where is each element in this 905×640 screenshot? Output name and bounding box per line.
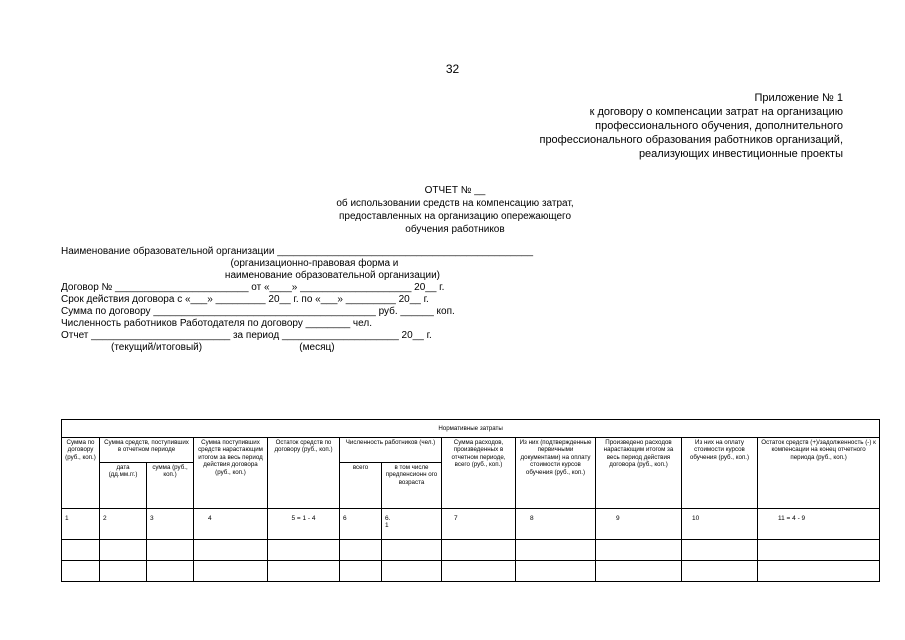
table-row — [62, 540, 880, 561]
column-number: 2 — [100, 509, 147, 540]
org-name-field[interactable]: Наименование образовательной организации ______________________________________________ — [61, 246, 534, 257]
table-cell[interactable] — [194, 540, 268, 561]
annex-line: профессионального образования работников организаций, — [539, 134, 843, 146]
column-number: 3 — [147, 509, 194, 540]
report-title: ОТЧЕТ № __ — [424, 185, 486, 196]
column-number: 5 = 1 - 4 — [268, 509, 340, 540]
column-number: 11 = 4 - 9 — [758, 509, 880, 540]
table-cell[interactable] — [758, 561, 880, 582]
table-cell[interactable] — [442, 540, 516, 561]
annex-line: профессионального обучения, дополнительного — [595, 120, 843, 132]
table-cell[interactable] — [268, 540, 340, 561]
header-headcount-pre: в том числе предпенсионн ого возраста — [382, 463, 442, 509]
column-number: 1 — [62, 509, 100, 540]
table-main-header: Нормативные затраты — [62, 420, 880, 438]
page-number: 32 — [445, 62, 460, 76]
header-balance: Остаток средств по договору (руб., коп.) — [268, 438, 340, 509]
column-number: 10 — [682, 509, 758, 540]
report-period-hint: (текущий/итоговый) (месяц) — [61, 342, 335, 353]
report-title-block — [240, 184, 670, 236]
table-cell[interactable] — [596, 561, 682, 582]
table-cell[interactable] — [516, 561, 596, 582]
contract-field[interactable]: Договор № ________________________ от «____» ____________________ 20__ г. — [61, 282, 445, 293]
header-confirmed: Из них (подтвержденные первичными документами) на оплату стоимости курсов обучения (руб., коп.) — [516, 438, 596, 509]
table-cell[interactable] — [100, 540, 147, 561]
column-number: 6. 1 — [382, 509, 442, 540]
report-fields — [61, 246, 761, 354]
table-cell[interactable] — [382, 561, 442, 582]
costs-table — [61, 419, 880, 582]
report-subtitle-line: об использовании средств на компенсацию затрат, — [336, 198, 574, 209]
header-received-total: Сумма поступивших средств нарастающим итогом за весь период действия договора (руб., коп.) — [194, 438, 268, 509]
header-contract-sum: Сумма по договору (руб., коп.) — [62, 438, 100, 509]
table-cell[interactable] — [62, 540, 100, 561]
header-expenses: Сумма расходов, произведенных в отчетном периоде, всего (руб., коп.) — [442, 438, 516, 509]
header-course-payment: Из них на оплату стоимости курсов обучения (руб., коп.) — [682, 438, 758, 509]
header-headcount-all: всего — [340, 463, 382, 509]
table-cell[interactable] — [147, 561, 194, 582]
table-cell[interactable] — [147, 540, 194, 561]
header-received-date: дата (дд.мм.гг.) — [100, 463, 147, 509]
column-number: 9 — [596, 509, 682, 540]
report-subtitle-line: предоставленных на организацию опережающего — [338, 211, 572, 222]
table-cell[interactable] — [516, 540, 596, 561]
annex-line: к договору о компенсации затрат на организацию — [589, 106, 843, 118]
table-row — [62, 561, 880, 582]
report-period-field[interactable]: Отчет _________________________ за период _____________________ 20__ г. — [61, 330, 432, 341]
header-headcount: Численность работников (чел.) — [340, 438, 442, 463]
header-remainder: Остаток средств (+)/задолженность (-) к компенсации на конец отчетного периода (руб., коп.) — [758, 438, 880, 509]
annex-line: реализующих инвестиционные проекты — [638, 148, 843, 160]
annex-header — [423, 91, 843, 161]
header-expenses-total: Произведено расходов нарастающим итогом за весь период действия договора (руб., коп.) — [596, 438, 682, 509]
table-cell[interactable] — [596, 540, 682, 561]
column-number-row — [62, 509, 880, 540]
table-cell[interactable] — [340, 561, 382, 582]
contract-term-field[interactable]: Срок действия договора с «___» _________ 20__ г. по «___» _________ 20__ г. — [61, 294, 429, 305]
column-number: 7 — [442, 509, 516, 540]
table-cell[interactable] — [682, 561, 758, 582]
employee-count-field[interactable]: Численность работников Работодателя по договору ________ чел. — [61, 318, 372, 329]
table-cell[interactable] — [758, 540, 880, 561]
contract-sum-field[interactable]: Сумма по договору ________________________________________ руб. ______ коп. — [61, 306, 455, 317]
table-cell[interactable] — [682, 540, 758, 561]
table-cell[interactable] — [442, 561, 516, 582]
column-number: 6 — [340, 509, 382, 540]
table-cell[interactable] — [194, 561, 268, 582]
org-name-hint: (организационно-правовая форма и — [61, 258, 399, 269]
report-subtitle-line: обучения работников — [405, 224, 505, 235]
column-number: 4 — [194, 509, 268, 540]
org-name-hint: наименование образовательной организации) — [61, 270, 440, 281]
column-number: 8 — [516, 509, 596, 540]
table-cell[interactable] — [382, 540, 442, 561]
annex-line: Приложение № 1 — [754, 92, 843, 104]
table-cell[interactable] — [340, 540, 382, 561]
table-cell[interactable] — [100, 561, 147, 582]
header-received-sum: сумма (руб., коп.) — [147, 463, 194, 509]
table-cell[interactable] — [62, 561, 100, 582]
table-cell[interactable] — [268, 561, 340, 582]
header-received: Сумма средств, поступивших в отчетном периоде — [100, 438, 194, 463]
